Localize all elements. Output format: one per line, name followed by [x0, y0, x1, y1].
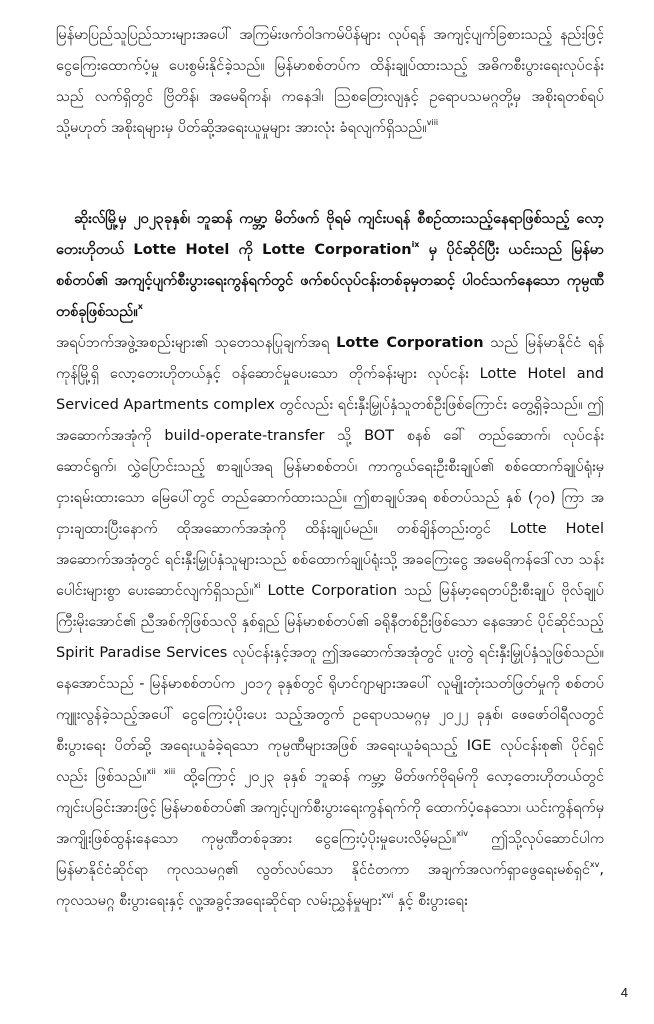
paragraph-2-text-b: မှ ပိုင်ဆိုင်ပြီး ယင်းသည် မြန်မာစစ်တပ်၏ အကျင့်ပျက်စီးပွားရေးကွန်ရက်တွင် ဖက်စပ်လုပ်ငန်းတစ်ခုမှတဆင့် ပါဝင်သက်နေသော ကုမ္ပဏီတစ်ခုဖြစ်သည်။	[56, 242, 604, 320]
paragraph-3-seg-8: နှင့် စီးပွားရေး	[393, 893, 468, 909]
paragraph-3-seg-4: Lotte Corporation သည် မြန်မာ့ရေတပ်ဦးစီးချုပ် ဗိုလ်ချုပ်ကြီးမိုးအောင်၏ ညီအစ်ကိုဖြစ်သလို နှစ်ရှည် မြန်မာစစ်တပ်၏ ခရိုနီတစ်ဦးဖြစ်သော နေအောင် ပိုင်ဆိုင်သည့် Spirit Paradise Services လုပ်ငန်းနှင့်အတူ ဤအဆောက်အအုံတွင် ပူးတွဲ ရင်းနှီးမြှုပ်နှံသူဖြစ်သည်။ နေအောင်သည် - မြန်မာစစ်တပ်က ၂၀၁၇ ခုနှစ်တွင် ရိုဟင်ဂျာများအပေါ် လူမျိုးတုံးသတ်ဖြတ်မှုကို စစ်တပ်ကျူးလွန်ခဲ့သည့်အပေါ် ငွေကြေးပံ့ပိုးပေး သည့်အတွက် ဥရောပသမဂ္ဂမှ ၂၀၂၂ ခုနှစ်၊ ဖေဖော်ဝါရီလတွင် စီးပွားရေး ပိတ်ဆို့ အရေးယူခံခဲ့ရသော ကုမ္ပဏီများအဖြစ် အရေးယူခံရသည့် IGE လုပ်ငန်းစု၏ ပိုင်ရှင်လည်း ဖြစ်သည်။	[56, 583, 604, 785]
paragraph-1	[56, 20, 604, 144]
paragraph-3-seg-6: ဤသို့လုပ်ဆောင်ပါက မြန်မာနိုင်ငံဆိုင်ရာ ကုလသမဂ္ဂ၏ လွတ်လပ်သော နိုင်ငံတကာ အချက်အလက်ရှာဖွေရေးမစ်ရှင်	[56, 831, 605, 878]
paragraph-1-text: မြန်မာပြည်သူပြည်သားများအပေါ် အကြမ်းဖက်ဝါဒကမ်ပိန်များ လုပ်ရန် အကျင့်ပျက်ခြစားသည့် နည်းဖြင့် ငွေကြေးထောက်ပံ့မှု ပေးစွမ်းနိုင်ခဲ့သည်။ မြန်မာစစ်တပ်က ထိန်းချုပ်ထားသည့် အဓိကစီးပွားရေးလုပ်ငန်းသည် လက်ရှိတွင် ဗြိတိန်၊ အမေရိကန်၊ ကနေဒါ၊ သြစတြေးလျနှင့် ဥရောပသမဂ္ဂတို့မှ အစိုးရတစ်ရပ် သို့မဟုတ် အစိုးရများမှ ပိတ်ဆို့အရေးယူမှုများ အားလုံး ခံရလျက်ရှိသည်။	[56, 27, 604, 136]
footnote-ref-xiv: xiv	[456, 829, 468, 838]
paragraph-3-seg-5: ထို့ကြောင့် ၂၀၂၃ ခုနှစ် ဘူဆန် ကမ္ဘာ့ မိတ်ဖက်ဗိုရမ်ကို လော့တေးဟိုတယ်တွင် ကျင်းပခြင်းအားဖြင့် မြန်မာစစ်တပ်၏ အကျင့်ပျက်စီးပွားရေးကွန်ရက်ကို ထောက်ပံ့နေသော၊ ယင်းကွန်ရက်မှ အကျိုးဖြစ်ထွန်းနေသော ကုမ္ပဏီတစ်ခုအား ငွေကြေးပံ့ပိုးမှုပေးလိမ့်မည်။	[56, 769, 604, 847]
paragraph-2-bold	[56, 204, 604, 328]
footnote-ref-xii: xii	[146, 767, 156, 776]
paragraph-2-text-a: ဆိုးလ်မြို့မှ ၂၀၂၃ခုနှစ်၊ ဘူဆန် ကမ္ဘာ့ မိတ်ဖက် ဗိုရမ် ကျင်းပရန် စီစဉ်ထားသည့်နေရာဖြစ်သည့် လော့တေးဟိုတယ် Lotte Hotel ကို Lotte Corporation	[56, 211, 604, 258]
lotte-corporation-bold: Lotte Corporation	[336, 335, 484, 351]
footnote-ref-viii: viii	[426, 118, 439, 127]
footnote-ref-x: x	[137, 302, 143, 311]
footnote-ref-xiii: xiii	[163, 767, 176, 776]
page-number: 4	[620, 985, 628, 1000]
paragraph-3	[56, 328, 604, 917]
paragraph-3-seg-7: , ကုလသမဂ္ဂ စီးပွားရေးနှင့် လူ့အခွင့်အရေးဆိုင်ရာ လမ်းညွှန်မှုများ	[56, 862, 604, 909]
paragraph-3-seg-3: သည် မြန်မာနိုင်ငံ ရန်ကုန်မြို့ရှိ လော့တေးဟိုတယ်နှင့် ဝန်ဆောင်မှုပေးသော တိုက်ခန်းများ လုပ်ငန်း Lotte Hotel and Serviced Apartments complex တွင်လည်း ရင်းနှီးမြှုပ်နှံသူတစ်ဦးဖြစ်ကြောင်း တွေ့ရှိခဲ့သည်။ ဤအဆောက်အအုံကို build-operate-transfer သို့ BOT စနစ် ခေါ် တည်ဆောက်၊ လုပ်ငန်းဆောင်ရွက်၊ လွှဲပြောင်းသည့် စာချုပ်အရ မြန်မာစစ်တပ်၊ ကာကွယ်ရေးဦးစီးချုပ်၏ စစ်ထောက်ချုပ်ရုံးမှ ငှားရမ်းထားသော မြေပေါ်တွင် တည်ဆောက်ထားသည်။ ဤစာချုပ်အရ စစ်တပ်သည် နှစ် (၇၀) ကြာ အငှားချထားပြီးနောက် ထိုအဆောက်အအုံကို ထိန်းချုပ်မည်။ တစ်ချိန်တည်းတွင် Lotte Hotel အဆောက်အအုံတွင် ရင်းနှီးမြှုပ်နှံသူများသည် စစ်ထောက်ချုပ်ရုံးသို့ အခကြေးငွေ အမေရိကန်ဒေါ်လာ သန်းပေါင်းများစွာ ပေးဆောင်လျက်ရှိသည်။	[56, 335, 604, 599]
footnote-ref-xv: xv	[589, 860, 600, 869]
footnote-ref-ix: ix	[411, 240, 420, 249]
footnote-ref-xvi: xvi	[381, 891, 394, 900]
paragraph-3-seg-1: အရပ်ဘက်အဖွဲ့အစည်းများ၏ သုတေသနပြုချက်အရ	[56, 335, 337, 351]
footnote-ref-xi: xi	[253, 581, 261, 590]
